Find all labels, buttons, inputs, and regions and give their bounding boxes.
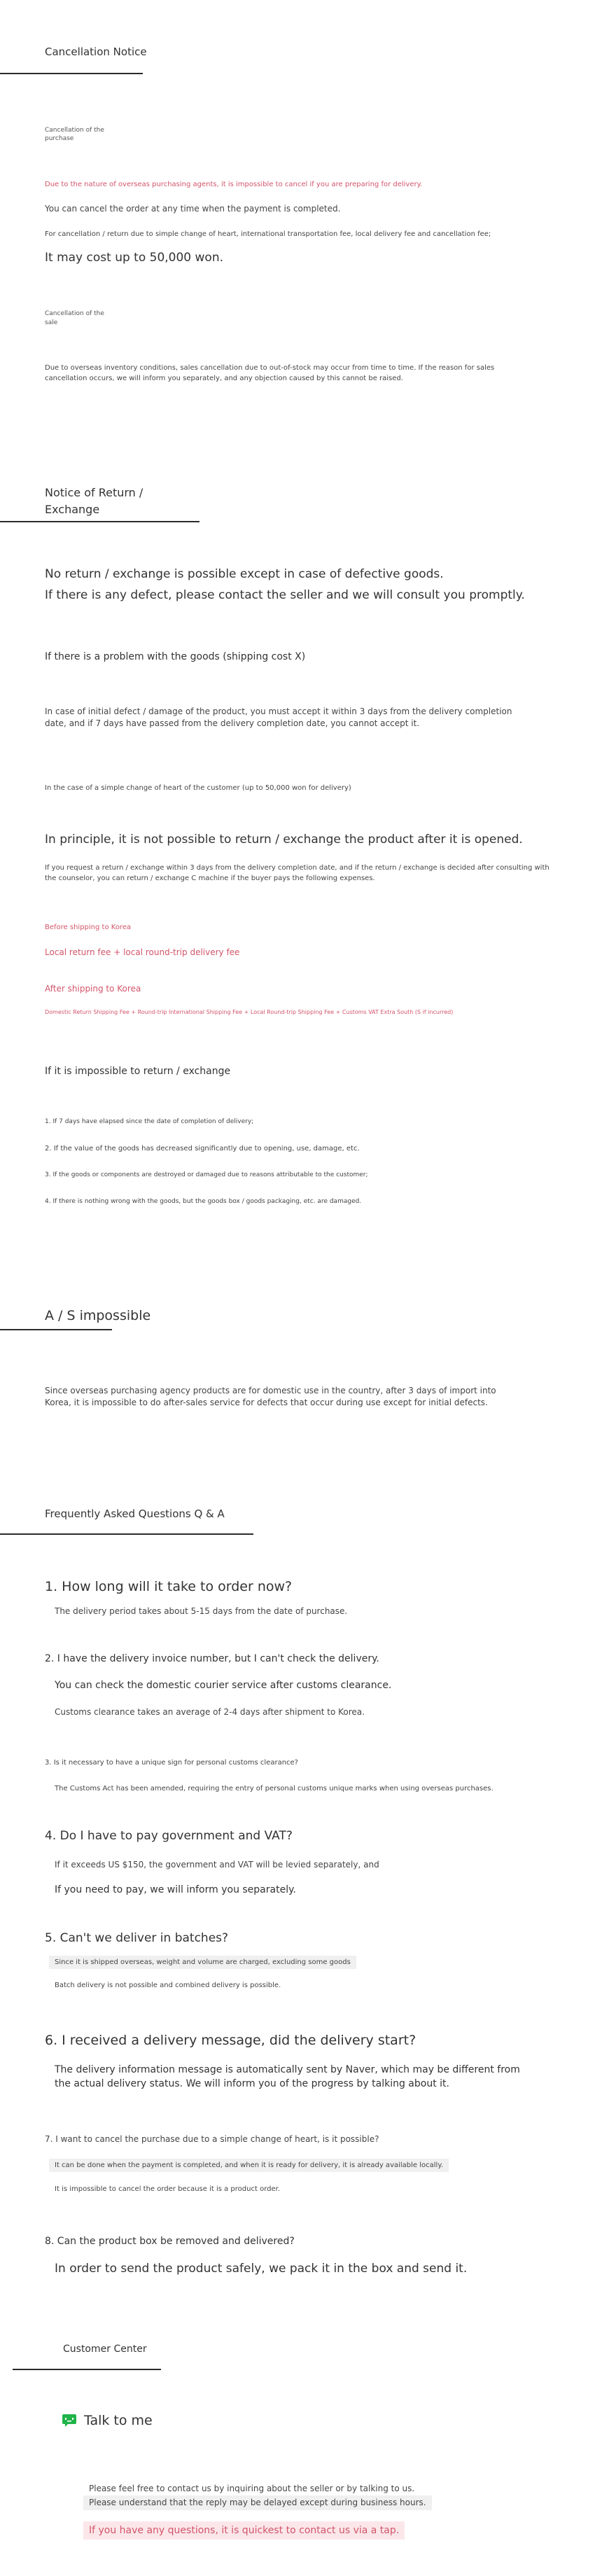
- impossible-item: 1. If 7 days have elapsed since the date of completion of delivery;: [45, 1118, 254, 1125]
- customer-center-text: If you have any questions, it is quickest to contact us via a tap.: [83, 2521, 405, 2540]
- overseas-cancel-note: Due to the nature of overseas purchasing agents, it is impossible to cancel if you are preparing for delivery.: [45, 181, 423, 188]
- talk-to-me-label: Talk to me: [84, 2413, 153, 2428]
- cancel-fees-text: For cancellation / return due to simple change of heart, international transportation fee, local delivery fee and cancellation fee;: [45, 230, 491, 238]
- after-shipping-fee: Domestic Return Shipping Fee + Round-trip International Shipping Fee + Local Round-trip Shipping Fee + Customs VAT Extra South (S if incurred): [45, 1009, 454, 1015]
- faq-answer: If you need to pay, we will inform you separately.: [55, 1884, 296, 1895]
- faq-question: 3. Is it necessary to have a unique sign for personal customs clearance?: [45, 1759, 298, 1767]
- faq-answer: In order to send the product safely, we pack it in the box and send it.: [55, 2262, 468, 2276]
- before-shipping-label: Before shipping to Korea: [45, 924, 132, 931]
- cancellation-title: Cancellation Notice: [45, 46, 147, 58]
- if-defect-text: If there is any defect, please contact the seller and we will consult you promptly.: [45, 588, 525, 602]
- return-title-line-2: Exchange: [45, 503, 100, 516]
- customer-center-title: Customer Center: [63, 2344, 147, 2355]
- faq-question: 2. I have the delivery invoice number, but I can't check the delivery.: [45, 1653, 379, 1664]
- faq-title-underline: [0, 1533, 253, 1535]
- faq-question: 5. Can't we deliver in batches?: [45, 1931, 229, 1945]
- cancel-anytime-text: You can cancel the order at any time when the payment is completed.: [45, 204, 341, 214]
- no-return-text: No return / exchange is possible except in case of defective goods.: [45, 567, 444, 581]
- principle-text: In principle, it is not possible to return / exchange the product after it is opened.: [45, 833, 523, 847]
- faq-answer: Customs clearance takes an average of 2-4 days after shipment to Korea.: [55, 1707, 365, 1717]
- customer-center-text: Please feel free to contact us by inquiring about the seller or by talking to us.: [89, 2484, 415, 2493]
- impossible-item: 3. If the goods or components are destroyed or damaged due to reasons attributable to the customer;: [45, 1171, 368, 1178]
- faq-answer: If it exceeds US $150, the government and VAT will be levied separately, and: [55, 1860, 379, 1870]
- return-title-line-1: Notice of Return /: [45, 486, 144, 499]
- faq-answer: The delivery period takes about 5-15 days from the date of purchase.: [55, 1606, 348, 1616]
- cancel-cost-text: It may cost up to 50,000 won.: [45, 251, 224, 265]
- problem-heading: If there is a problem with the goods (shipping cost X): [45, 651, 306, 662]
- faq-answer: It can be done when the payment is completed, and when it is ready for delivery, it is already available locally.: [49, 2159, 449, 2172]
- sale-cancel-label-1: Cancellation of the: [45, 310, 104, 317]
- initial-defect-text: In case of initial defect / damage of the product, you must accept it within 3 days from the delivery completion date, and if 7 days have passed from the delivery completion date, you cannot accept it.: [45, 706, 512, 728]
- faq-answer: It is impossible to cancel the order because it is a product order.: [55, 2185, 281, 2193]
- return-title-underline: [0, 521, 200, 522]
- faq-question: 7. I want to cancel the purchase due to a simple change of heart, is it possible?: [45, 2134, 379, 2144]
- faq-question: 8. Can the product box be removed and delivered?: [45, 2236, 295, 2247]
- as-text: Since overseas purchasing agency products are for domestic use in the country, after 3 days of import into Korea, it is impossible to do after-sales service for defects that occur during use except for initial defects.: [45, 1386, 496, 1407]
- request-text: If you request a return / exchange within 3 days from the delivery completion date, and if the return / exchange is decided after consulting with the counselor, you can return / exchange C machine if the buyer pays the following expenses.: [45, 864, 550, 882]
- as-title-underline: [0, 1329, 112, 1330]
- talk-chat-icon: [62, 2414, 77, 2428]
- after-shipping-label: After shipping to Korea: [45, 984, 141, 994]
- faq-answer: You can check the domestic courier service after customs clearance.: [55, 1680, 392, 1691]
- customer-center-underline: [13, 2369, 161, 2370]
- faq-answer: Batch delivery is not possible and combined delivery is possible.: [55, 1982, 281, 1989]
- faq-answer: The delivery information message is automatically sent by Naver, which may be different from the actual delivery status. We will inform you of the progress by talking about it.: [55, 2064, 520, 2089]
- simple-change-text: In the case of a simple change of heart of the customer (up to 50,000 won for delivery): [45, 784, 351, 792]
- impossible-heading: If it is impossible to return / exchange: [45, 1066, 231, 1077]
- as-title: A / S impossible: [45, 1308, 151, 1323]
- faq-answer: Since it is shipped overseas, weight and volume are charged, excluding some goods: [49, 1956, 356, 1969]
- customer-center-text: Please understand that the reply may be delayed except during business hours.: [83, 2495, 432, 2510]
- cancellation-title-underline: [0, 73, 143, 74]
- purchase-cancel-label-1: Cancellation of the: [45, 127, 104, 134]
- before-shipping-fee: Local return fee + local round-trip delivery fee: [45, 947, 240, 957]
- inventory-cancel-text: Due to overseas inventory conditions, sales cancellation due to out-of-stock may occur from time to time. If the reason for sales cancellation occurs, we will inform you separately, and any objection caused by this cannot be raised.: [45, 364, 495, 382]
- impossible-item: 2. If the value of the goods has decreased significantly due to opening, use, damage, etc.: [45, 1145, 360, 1153]
- faq-question: 4. Do I have to pay government and VAT?: [45, 1829, 293, 1843]
- impossible-item: 4. If there is nothing wrong with the goods, but the goods box / goods packaging, etc. are damaged.: [45, 1198, 362, 1205]
- purchase-cancel-label-2: purchase: [45, 135, 74, 142]
- faq-question: 6. I received a delivery message, did the delivery start?: [45, 2033, 416, 2048]
- faq-title: Frequently Asked Questions Q & A: [45, 1508, 225, 1520]
- talk-to-me-button[interactable]: [62, 2411, 153, 2430]
- faq-answer: The Customs Act has been amended, requiring the entry of personal customs unique marks when using overseas purchases.: [55, 1785, 493, 1792]
- sale-cancel-label-2: sale: [45, 319, 58, 326]
- faq-question: 1. How long will it take to order now?: [45, 1579, 293, 1594]
